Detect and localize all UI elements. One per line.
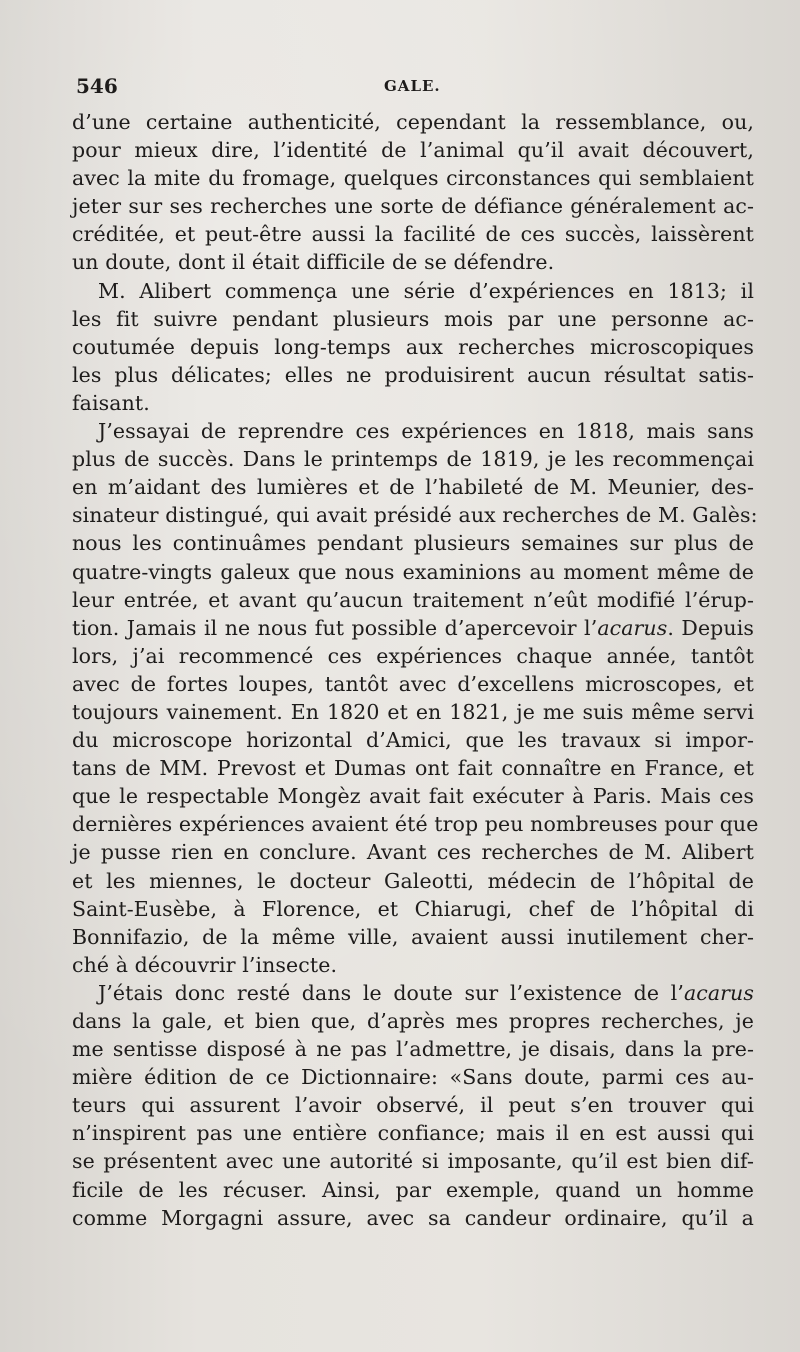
text-line: M. Alibert commença une série d’expériences en 1813; il	[98, 278, 754, 303]
text-line: Bonnifazio, de la même ville, avaient aussi inutilement cher-	[72, 924, 754, 949]
text-line: quatre-vingts galeux que nous examinions au moment même de	[72, 559, 754, 584]
paragraph	[72, 417, 759, 979]
text-line: jeter sur ses recherches une sorte de défiance généralement ac-	[72, 194, 754, 219]
text-line: n’inspirent pas une entière confiance; mais il en est aussi qui	[72, 1121, 754, 1146]
paragraph	[72, 108, 754, 277]
text-line: avec de fortes loupes, tantôt avec d’excellens microscopes, et	[72, 671, 754, 696]
text-line: leur entrée, et avant qu’aucun traitement n’eût modifié l’érup-	[72, 587, 754, 612]
text-line: d’une certaine authenticité, cependant la ressemblance, ou,	[72, 110, 754, 134]
page-body	[72, 108, 759, 1232]
text-line: tion. Jamais il ne nous fut possible d’apercevoir l’acarus. Depuis	[72, 615, 754, 640]
paragraph	[72, 979, 754, 1232]
running-head: GALE.	[384, 77, 441, 95]
text-line: nous les continuâmes pendant plusieurs semaines sur plus de	[72, 531, 754, 556]
text-line: coutumée depuis long-temps aux recherches microscopiques	[72, 334, 754, 359]
text-line: créditée, et peut-être aussi la facilité de ces succès, laissèrent	[72, 222, 754, 247]
text-line: en m’aidant des lumières et de l’habileté de M. Meunier, des-	[72, 475, 754, 500]
text-line: avec la mite du fromage, quelques circonstances qui semblaient	[72, 166, 754, 191]
text-line: se présentent avec une autorité si imposante, qu’il est bien dif-	[72, 1149, 754, 1174]
text-line: je pusse rien en conclure. Avant ces recherches de M. Alibert	[72, 840, 754, 865]
text-line: pour mieux dire, l’identité de l’animal qu’il avait découvert,	[72, 138, 754, 163]
page-number: 546	[76, 74, 118, 98]
text-line: dans la gale, et bien que, d’après mes propres recherches, je	[72, 1009, 754, 1033]
text-line: J’étais donc resté dans le doute sur l’existence de l’acarus	[98, 980, 754, 1005]
text-line: J’essayai de reprendre ces expériences en 1818, mais sans	[98, 419, 754, 444]
text-line: les plus délicates; elles ne produisirent aucun résultat satis-	[72, 362, 754, 387]
paragraph	[72, 277, 754, 417]
text-line: lors, j’ai recommencé ces expériences chaque année, tantôt	[72, 643, 754, 668]
text-line: ché à découvrir l’insecte.	[72, 952, 338, 977]
text-line: toujours vainement. En 1820 et en 1821, je me suis même servi	[72, 699, 754, 724]
text-line: du microscope horizontal d’Amici, que les travaux si impor-	[72, 728, 754, 753]
text-line: tans de MM. Prevost et Dumas ont fait connaître en France, et	[72, 756, 754, 781]
text-line: ficile de les récuser. Ainsi, par exemple, quand un homme	[72, 1177, 754, 1202]
text-line: et les miennes, le docteur Galeotti, médecin de l’hôpital de	[72, 868, 754, 893]
text-line: faisant.	[72, 390, 150, 415]
text-line: un doute, dont il était difficile de se défendre.	[72, 250, 555, 275]
text-line: teurs qui assurent l’avoir observé, il peut s’en trouver qui	[72, 1093, 754, 1118]
text-line: comme Morgagni assure, avec sa candeur ordinaire, qu’il a	[72, 1205, 754, 1230]
page-header	[76, 74, 746, 102]
text-line: mière édition de ce Dictionnaire: «Sans doute, parmi ces au-	[72, 1065, 754, 1090]
text-line: les fit suivre pendant plusieurs mois par une personne ac-	[72, 306, 754, 331]
text-line: me sentisse disposé à ne pas l’admettre, je disais, dans la pre-	[72, 1037, 754, 1062]
text-line: dernières expériences avaient été trop peu nombreuses pour que	[72, 812, 759, 837]
text-line: Saint-Eusèbe, à Florence, et Chiarugi, chef de l’hôpital di	[72, 896, 754, 921]
text-line: plus de succès. Dans le printemps de 1819, je les recommençai	[72, 447, 754, 472]
text-line: sinateur distingué, qui avait présidé aux recherches de M. Galès:	[72, 503, 758, 528]
text-line: que le respectable Mongèz avait fait exécuter à Paris. Mais ces	[72, 784, 754, 809]
